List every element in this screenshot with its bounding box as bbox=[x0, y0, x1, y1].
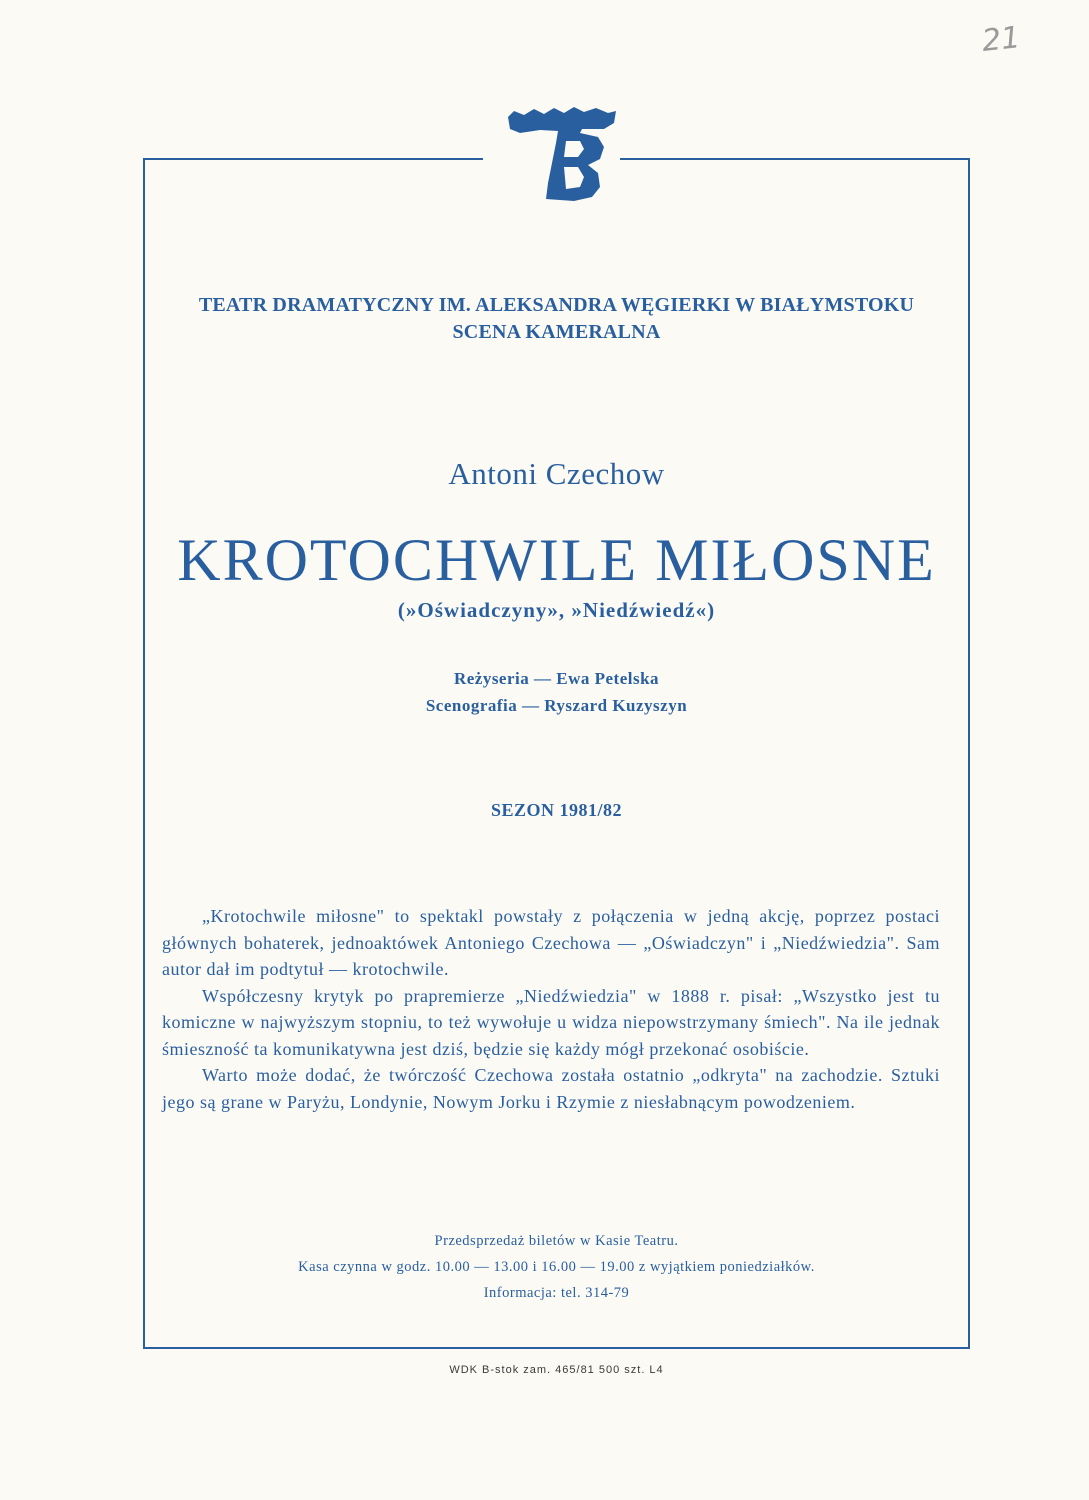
ticket-sales-info bbox=[143, 1228, 970, 1306]
description-paragraph: „Krotochwile miłosne" to spektakl powstały z połączenia w jedną akcję, poprzez postaci głównych bohaterek, jednoaktówek Antoniego Czechowa — „Oświadczyn" i „Niedźwiedzia". Sam autor dał im podtytuł — krotochwile. bbox=[162, 906, 940, 979]
theatre-name bbox=[143, 292, 970, 346]
description-paragraph: Warto może dodać, że twórczość Czechowa została ostatnio „odkryta" na zachodzie. Sztuki jego są grane w Paryżu, Londynie, Nowym Jorku i Rzymie z niesłabnącym powodzeniem. bbox=[162, 1065, 940, 1112]
theatre-name-line1: TEATR DRAMATYCZNY IM. ALEKSANDRA WĘGIERKI W BIAŁYMSTOKU bbox=[198, 294, 915, 316]
theatre-logo-icon bbox=[500, 103, 620, 203]
handwritten-page-number: 21 bbox=[980, 20, 1022, 59]
play-title: KROTOCHWILE MIŁOSNE bbox=[177, 527, 936, 593]
printer-imprint: WDK B-stok zam. 465/81 500 szt. L4 bbox=[449, 1364, 664, 1376]
frame-border-bottom bbox=[143, 1347, 970, 1349]
description-paragraph: Współczesny krytyk po prapremierze „Niedźwiedzia" w 1888 r. pisał: „Wszystko jest tu komiczne w najwyższym stopniu, to też wywołuje u widza niepowstrzymany śmiech". Na ile jednak śmieszność ta komunikatywna jest dziś, będzie się każdy mógł przekonać osobiście. bbox=[162, 985, 940, 1059]
play-author: Antoni Czechow bbox=[448, 456, 665, 491]
sales-line-2: Kasa czynna w godz. 10.00 — 13.00 i 16.00 — 19.00 z wyjątkiem poniedziałków. bbox=[298, 1259, 815, 1275]
sales-line-1: Przedsprzedaż biletów w Kasie Teatru. bbox=[434, 1233, 679, 1249]
credit-scenography: Scenografia — Ryszard Kuzyszyn bbox=[425, 696, 688, 715]
theatre-name-line2: SCENA KAMERALNA bbox=[452, 321, 661, 343]
credits bbox=[143, 665, 970, 719]
play-subtitle: (»Oświadczyny», »Niedźwiedź«) bbox=[397, 598, 716, 622]
season-label: SEZON 1981/82 bbox=[490, 800, 623, 820]
frame-border-top-right bbox=[620, 158, 970, 160]
credit-direction: Reżyseria — Ewa Petelska bbox=[453, 669, 660, 688]
frame-border-top-left bbox=[143, 158, 483, 160]
description bbox=[162, 903, 940, 1115]
sales-line-3: Informacja: tel. 314-79 bbox=[483, 1285, 630, 1301]
